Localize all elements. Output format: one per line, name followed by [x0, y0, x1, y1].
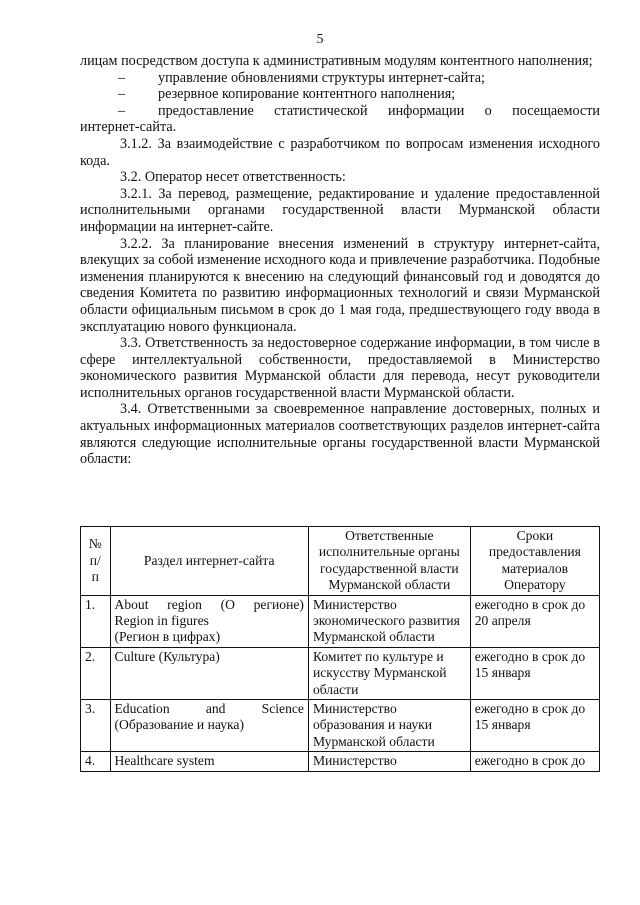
list-item — [80, 86, 600, 103]
document-body — [80, 53, 600, 468]
paragraph-3-4: 3.4. Ответственными за своевременное направление достоверных, полных и актуальных информационных материалов соответствующих разделов интернет-сайта являются следующие исполнительные органы государственной власти Мурманской области: — [80, 401, 600, 468]
header-responsible: Ответственные исполнительные органы государственной власти Мурманской области — [308, 527, 470, 596]
list-item — [80, 103, 600, 120]
row-section: Culture (Культура) — [110, 647, 308, 699]
table-row — [81, 752, 600, 771]
dash-marker: – — [118, 69, 126, 86]
row-deadline: ежегодно в срок до 15 января — [470, 647, 599, 699]
section-line: Region in figures — [114, 613, 209, 629]
row-num: 2. — [81, 647, 111, 699]
row-responsible: Министерство образования и науки Мурманской области — [308, 700, 470, 752]
header-deadline: Сроки предоставления материалов Оператору — [470, 527, 599, 596]
header-section: Раздел интернет-сайта — [110, 527, 308, 596]
list-item-text: резервное копирование контентного наполнения; — [158, 86, 456, 103]
table-row — [81, 647, 600, 699]
header-num: № п/ п — [81, 527, 111, 596]
dash-marker: – — [118, 102, 126, 119]
row-deadline: ежегодно в срок до — [470, 752, 599, 771]
section-line: About region (О регионе) — [114, 596, 304, 612]
row-responsible: Министерство — [308, 752, 470, 771]
row-responsible: Министерство экономического развития Мурманской области — [308, 595, 470, 647]
page-number: 5 — [316, 32, 324, 47]
row-section — [110, 595, 308, 647]
section-line: Education and Science — [114, 701, 304, 717]
responsibility-table — [80, 526, 600, 772]
paragraph-3-2: 3.2. Оператор несет ответственность: — [120, 169, 346, 186]
paragraph-continuation: лицам посредством доступа к административным модулям контентного наполнения; — [80, 53, 593, 69]
row-num: 1. — [81, 595, 111, 647]
row-num: 3. — [81, 700, 111, 752]
row-deadline: ежегодно в срок до 20 апреля — [470, 595, 599, 647]
table-header-row — [81, 527, 600, 596]
list-item-text: управление обновлениями структуры интернет-сайта; — [158, 69, 485, 86]
row-responsible: Комитет по культуре и искусству Мурманской области — [308, 647, 470, 699]
table-row — [81, 700, 600, 752]
list-item-text: предоставление статистической информации о посещаемости — [158, 102, 600, 119]
paragraph-3-2-2: 3.2.2. За планирование внесения изменений в структуру интернет-сайта, влекущих за собой изменение исходного кода и привлечение разработчика. Подобные изменения планируются к внесению на следующий финансовый год и доводятся до сведения Комитета по развитию информационных технологий и связи Мурманской области официальным письмом в срок до 1 мая года, предшествующего году ввода в эксплуатацию нового функционала. — [80, 235, 600, 335]
list-item-text-cont: интернет-сайта. — [80, 119, 177, 136]
row-num: 4. — [81, 752, 111, 771]
row-section — [110, 700, 308, 752]
table-row — [81, 595, 600, 647]
row-section: Healthcare system — [110, 752, 308, 771]
paragraph-3-1-2: 3.1.2. За взаимодействие с разработчиком по вопросам изменения исходного кода. — [80, 135, 600, 169]
row-deadline: ежегодно в срок до 15 января — [470, 700, 599, 752]
paragraph-3-3: 3.3. Ответственность за недостоверное содержание информации, в том числе в сфере интеллектуальной собственности, предоставляемой в Министерство экономического развития Мурманской области для перевода, несут руководители исполнительных органов государственной власти Мурманской области. — [80, 335, 600, 401]
section-line: (Регион в цифрах) — [114, 629, 221, 645]
list-item — [80, 70, 600, 87]
dash-marker: – — [118, 86, 126, 103]
paragraph-3-2-1: 3.2.1. За перевод, размещение, редактирование и удаление предоставленной исполнительными органами государственной власти Мурманской области информации на интернет-сайте. — [80, 185, 600, 235]
section-line: (Образование и наука) — [114, 717, 244, 733]
